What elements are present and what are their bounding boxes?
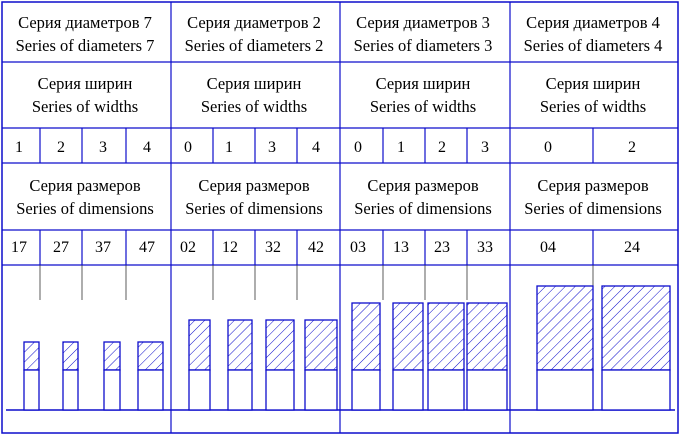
bearing-section-ring: [602, 370, 670, 410]
dimension-series-value: 32: [265, 239, 281, 256]
dimension-series-value: 27: [53, 239, 69, 256]
diameter-series-label-en: Series of diameters 4: [523, 36, 663, 55]
bearing-section-hatched: [537, 286, 593, 370]
width-series-value: 2: [438, 139, 446, 156]
diameter-series-label-en: Series of diameters 2: [184, 36, 324, 55]
bearing-section-ring: [63, 370, 78, 410]
bearing-section-hatched: [467, 303, 507, 370]
bearing-section-ring: [228, 370, 252, 410]
dimension-series-value: 47: [139, 239, 155, 256]
bearing-section-hatched: [393, 303, 423, 370]
bearing-section-ring: [138, 370, 163, 410]
dimension-series-label-ru: Серия размеров: [29, 176, 141, 195]
width-series-value: 3: [268, 139, 276, 156]
diameter-series-label-ru: Серия диаметров 7: [18, 13, 152, 32]
width-series-label-ru: Серия ширин: [206, 74, 302, 93]
dimension-series-value: 12: [222, 239, 238, 256]
diameter-series-label-en: Series of diameters 3: [353, 36, 493, 55]
width-series-value: 0: [354, 139, 362, 156]
width-series-value: 3: [99, 139, 107, 156]
width-series-label-ru: Серия ширин: [375, 74, 471, 93]
width-series-value: 4: [312, 139, 320, 156]
bearing-section-hatched: [602, 286, 670, 370]
width-series-value: 4: [143, 139, 151, 156]
dimension-series-value: 04: [540, 239, 556, 256]
width-series-value: 0: [184, 139, 192, 156]
dimension-series-value: 37: [95, 239, 111, 256]
width-series-label-ru: Серия ширин: [37, 74, 133, 93]
width-series-label-ru: Серия ширин: [545, 74, 641, 93]
dimension-series-label-ru: Серия размеров: [367, 176, 479, 195]
dimension-series-value: 42: [308, 239, 324, 256]
width-series-label-en: Series of widths: [539, 97, 647, 116]
bearing-section-ring: [189, 370, 210, 410]
bearing-section-ring: [428, 370, 464, 410]
bearing-section-hatched: [24, 342, 39, 370]
bearing-section-hatched: [138, 342, 163, 370]
bearing-section-hatched: [189, 320, 210, 370]
dimension-series-label-ru: Серия размеров: [198, 176, 310, 195]
diameter-series-group-3: [350, 13, 493, 256]
dimension-series-value: 02: [180, 239, 196, 256]
dimension-series-value: 24: [624, 239, 640, 256]
dimension-series-label-ru: Серия размеров: [537, 176, 649, 195]
width-series-label-en: Series of widths: [200, 97, 308, 116]
width-series-value: 2: [57, 139, 65, 156]
width-series-value: 3: [481, 139, 489, 156]
diameter-series-group-7: [11, 13, 155, 256]
dimension-series-label-en: Series of dimensions: [524, 199, 662, 218]
bearing-section-ring: [305, 370, 337, 410]
diameter-series-label-ru: Серия диаметров 4: [526, 13, 660, 32]
dimension-series-value: 17: [11, 239, 27, 256]
bearing-section-hatched: [428, 303, 464, 370]
diameter-series-label-en: Series of diameters 7: [15, 36, 155, 55]
dimension-series-label-en: Series of dimensions: [354, 199, 492, 218]
dimension-series-value: 33: [477, 239, 493, 256]
width-series-label-en: Series of widths: [369, 97, 477, 116]
bearing-section-hatched: [305, 320, 337, 370]
bearing-section-ring: [266, 370, 294, 410]
width-series-label-en: Series of widths: [31, 97, 139, 116]
diameter-series-label-ru: Серия диаметров 3: [356, 13, 490, 32]
bearing-section-hatched: [228, 320, 252, 370]
dimension-series-label-en: Series of dimensions: [185, 199, 323, 218]
width-series-value: 2: [628, 139, 636, 156]
width-series-value: 1: [15, 139, 23, 156]
diameter-series-group-2: [180, 13, 324, 256]
bearing-section-ring: [104, 370, 120, 410]
bearing-section-ring: [393, 370, 423, 410]
dimension-series-label-en: Series of dimensions: [16, 199, 154, 218]
dimension-series-value: 13: [393, 239, 409, 256]
bearing-section-ring: [467, 370, 507, 410]
bearing-section-hatched: [266, 320, 294, 370]
bearing-section-hatched: [352, 303, 380, 370]
bearing-section-hatched: [63, 342, 78, 370]
dimension-series-value: 23: [434, 239, 450, 256]
bearing-section-ring: [24, 370, 39, 410]
bearing-section-ring: [352, 370, 380, 410]
width-series-value: 1: [397, 139, 405, 156]
dimension-series-value: 03: [350, 239, 366, 256]
diameter-series-label-ru: Серия диаметров 2: [187, 13, 321, 32]
width-series-value: 0: [544, 139, 552, 156]
width-series-value: 1: [225, 139, 233, 156]
bearing-section-ring: [537, 370, 593, 410]
bearing-section-hatched: [104, 342, 120, 370]
